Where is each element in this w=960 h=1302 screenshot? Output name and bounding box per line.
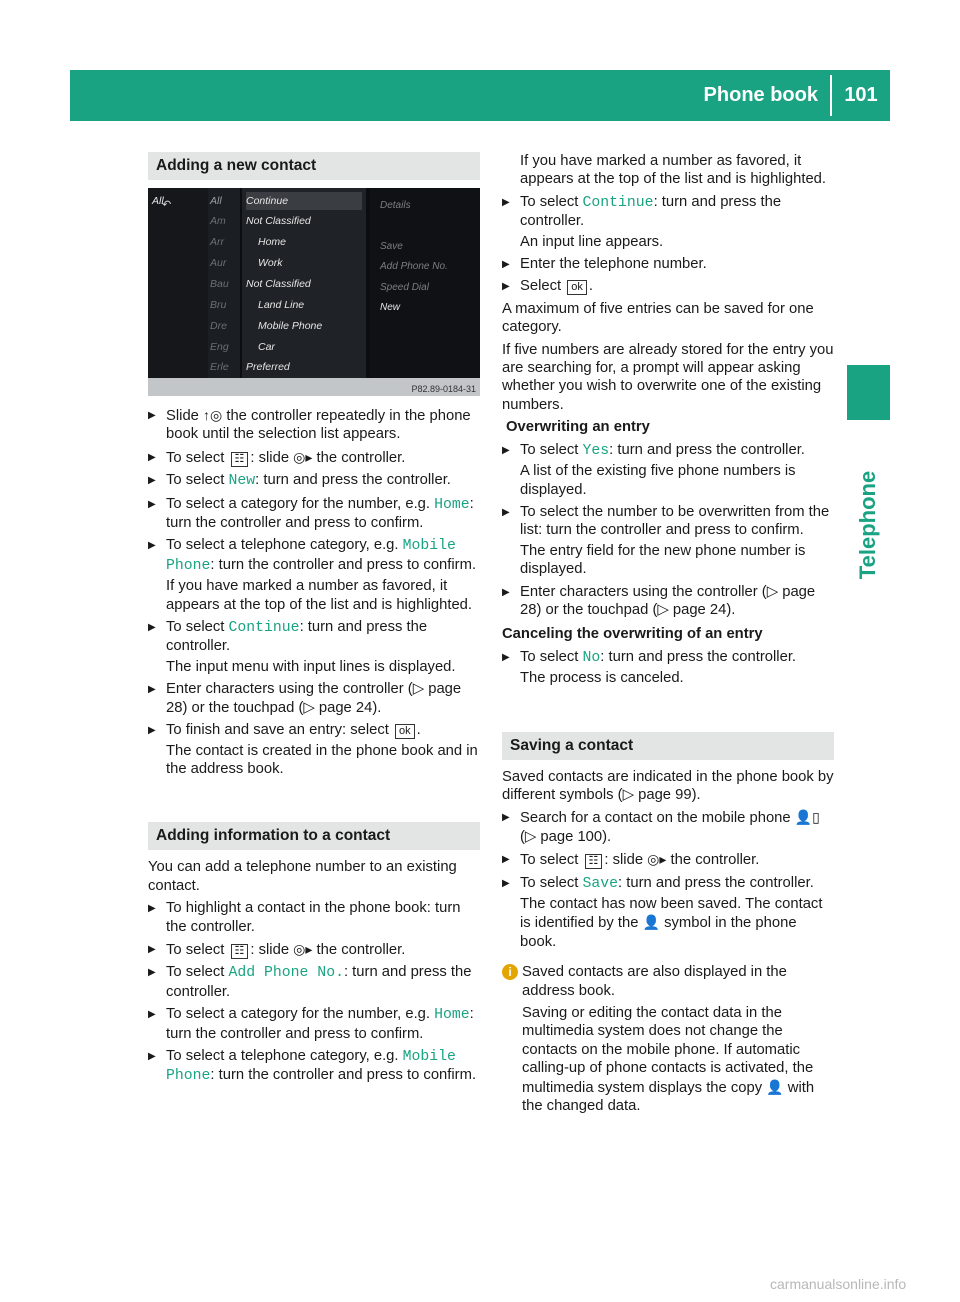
step-text: : turn and press the controller. — [600, 648, 797, 665]
step-text: To finish and save an entry: select — [166, 722, 394, 739]
watermark: carmanualsonline.info — [770, 1276, 907, 1292]
controller-slide-right-icon: ◎▸ — [647, 851, 667, 868]
step-text: : turn and press the controller. — [520, 193, 782, 230]
instruction-step — [148, 680, 480, 717]
info-note — [502, 963, 834, 1115]
step-text: symbol in the phone book. — [520, 915, 797, 950]
step-text: the controller repeatedly in the phone book until the selection list appears. — [166, 408, 471, 443]
screenshot-menu-item: Continue — [246, 192, 362, 210]
screenshot-menu-item: Preferred — [246, 361, 290, 373]
controller-slide-up-icon: ↑◎ — [203, 407, 223, 423]
instruction-step — [502, 874, 834, 952]
step-text: the controller. — [312, 449, 406, 466]
left-column — [148, 152, 480, 1090]
step-text: To select — [520, 852, 583, 869]
screenshot-list-item: Am — [210, 215, 226, 227]
right-column — [502, 152, 834, 1119]
menu-key-icon: ☷ — [585, 854, 603, 869]
instruction-step — [148, 899, 480, 936]
screenshot-menu-item: Mobile Phone — [258, 320, 323, 332]
menu-key-icon: ☷ — [231, 452, 249, 467]
step-text: : turn and press the controller. — [166, 964, 472, 1000]
instruction-step — [148, 471, 480, 490]
step-text: . — [588, 278, 593, 295]
step-text: To select a category for the number, e.g. — [166, 495, 435, 512]
screenshot-list-item: Dre — [210, 320, 227, 332]
instruction-step — [148, 1047, 480, 1086]
step-text: To select a category for the number, e.g. — [166, 1006, 435, 1023]
instruction-step — [148, 963, 480, 1001]
step-text: : turn the controller and press to confirm. — [166, 495, 474, 532]
step-text: Search for a contact on the mobile phone — [520, 810, 795, 827]
step-text: To select — [520, 648, 583, 665]
section-title-adding-contact: Adding a new contact — [148, 152, 480, 180]
step-text: To select a telephone category, e.g. — [166, 1047, 403, 1064]
step-result: The input menu with input lines is displayed. — [166, 658, 456, 675]
screenshot-menu-item: Not Classified — [246, 215, 311, 227]
instruction-step — [148, 618, 480, 676]
screenshot-list-item: Erle — [210, 361, 229, 373]
screenshot-list-item: Bru — [210, 299, 227, 311]
chapter-label: Telephone — [855, 470, 880, 580]
menu-keyword: Mobile Phone — [166, 1048, 456, 1085]
step-text: To select — [166, 449, 229, 466]
instruction-step — [148, 721, 480, 778]
step-text: : turn the controller and press to confirm. — [210, 556, 477, 573]
step-text: To highlight a contact in the phone book: turn the controller. — [166, 900, 461, 935]
instruction-step — [502, 503, 834, 579]
paragraph: If five numbers are already stored for the entry you are searching for, a prompt will appear asking whether you wish to overwrite one of the existing numbers. — [502, 341, 834, 413]
subheading-canceling: Canceling the overwriting of an entry — [502, 626, 763, 643]
step-text: . — [416, 722, 421, 739]
instruction-step — [148, 448, 480, 467]
section-title-saving-contact: Saving a contact — [502, 732, 834, 760]
screenshot-option-active: New — [380, 302, 401, 313]
info-text — [522, 1004, 834, 1115]
controller-slide-right-icon: ◎▸ — [293, 940, 313, 957]
instruction-step — [148, 1005, 480, 1043]
step-text: Saving or editing the contact data in the multimedia system does not change the contacts on the mobile phone. If automatic calling-up of phone contacts is activated, the multimedia system displays the copy — [522, 1005, 814, 1096]
step-text: : turn and press the controller. — [609, 441, 805, 458]
step-result: An input line appears. — [520, 233, 664, 250]
section-title-adding-information: Adding information to a contact — [148, 822, 480, 850]
step-result: If you have marked a number as favored, it appears at the top of the list and is highlighted. — [166, 578, 473, 613]
step-text: To select — [166, 472, 229, 489]
screenshot-option: Save — [380, 241, 403, 252]
step-text: : turn and press the controller. — [255, 472, 451, 489]
step-text: To select — [520, 193, 583, 210]
step-text: Select — [520, 278, 566, 295]
step-continuation: If you have marked a number as favored, it appears at the top of the list and is highlighted. — [520, 153, 827, 188]
instruction-step — [502, 441, 834, 499]
screenshot-list-item: Arr — [210, 236, 224, 248]
instruction-step — [148, 536, 480, 614]
section-intro: You can add a telephone number to an existing contact. — [148, 859, 457, 894]
menu-keyword: Home — [434, 496, 470, 513]
subheading-overwriting: Overwriting an entry — [506, 419, 650, 436]
instruction-step — [502, 648, 834, 688]
screenshot-menu-item: Car — [258, 341, 275, 353]
menu-keyword: Yes — [582, 442, 610, 459]
step-text: Slide — [166, 408, 204, 424]
page-number: 101 — [844, 84, 878, 106]
instruction-step — [502, 583, 834, 620]
screenshot-option: Details — [380, 200, 411, 211]
step-text: To select — [166, 619, 229, 636]
page-header — [70, 70, 890, 121]
menu-keyword: Save — [582, 875, 619, 892]
instruction-step — [148, 495, 480, 533]
instruction-step — [502, 277, 834, 295]
header-title: Phone book — [703, 84, 818, 106]
instruction-step — [502, 808, 834, 846]
step-text: (▷ page 100). — [520, 828, 612, 845]
step-result: The contact is created in the phone book and in the address book. — [166, 742, 478, 777]
step-text: the controller. — [312, 941, 406, 958]
step-text: the controller. — [666, 852, 760, 869]
screenshot-list-item: All — [152, 195, 164, 207]
menu-keyword: Home — [434, 1007, 470, 1024]
menu-keyword: New — [228, 473, 256, 490]
step-text: : turn the controller and press to confirm. — [210, 1067, 477, 1084]
menu-keyword: Continue — [582, 194, 654, 211]
step-text: The contact has now been saved. The contact is identified by the — [520, 896, 823, 932]
step-text: : turn the controller and press to confirm. — [166, 1006, 474, 1042]
info-text: Saved contacts are also displayed in the address book. — [522, 964, 787, 999]
step-text: Enter characters using the controller (▷ page 28) or the touchpad (▷ page 24). — [166, 681, 462, 716]
display-screenshot — [148, 188, 480, 396]
screenshot-menu-item: Work — [258, 257, 283, 269]
step-text: with the changed data. — [522, 1079, 815, 1115]
step-text: To select — [520, 441, 583, 458]
step-text: : slide — [250, 449, 294, 466]
back-icon: ↶ — [162, 199, 172, 211]
screenshot-list-item: Eng — [210, 341, 229, 353]
screenshot-menu-item: Land Line — [258, 299, 305, 311]
menu-key-icon: ☷ — [231, 944, 249, 959]
contact-person-icon: 👤 — [766, 1078, 784, 1095]
controller-slide-right-icon: ◎▸ — [293, 448, 313, 465]
figure-reference: P82.89-0184-31 — [411, 384, 476, 394]
step-text: : turn and press the controller. — [166, 619, 428, 655]
step-text: To select — [166, 964, 229, 981]
screenshot-list-item: Bau — [210, 278, 229, 290]
step-text: To select a telephone category, e.g. — [166, 537, 403, 554]
step-result: The entry field for the new phone number is displayed. — [520, 542, 806, 578]
contact-person-icon: 👤 — [642, 914, 660, 931]
ok-key-icon: ok — [567, 280, 587, 295]
step-text: To select the number to be overwritten from the list: turn the controller and press to confirm. — [520, 503, 830, 539]
step-text: Enter the telephone number. — [520, 256, 707, 273]
step-result: The process is canceled. — [520, 670, 684, 687]
menu-keyword: Continue — [228, 620, 300, 637]
menu-keyword: No — [582, 649, 601, 666]
step-text: To select — [166, 941, 229, 958]
step-result — [520, 895, 834, 951]
screenshot-left-panel — [148, 188, 208, 378]
menu-keyword: Mobile Phone — [166, 538, 456, 574]
info-icon: i — [502, 964, 518, 980]
instruction-step — [148, 406, 480, 444]
instruction-step — [502, 850, 834, 869]
step-text: : slide — [250, 941, 294, 958]
paragraph: A maximum of five entries can be saved for one category. — [502, 300, 814, 336]
step-result: A list of the existing five phone numbers is displayed. — [520, 463, 796, 498]
chapter-tab — [847, 365, 890, 420]
instruction-step — [502, 255, 834, 273]
screenshot-option: Speed Dial — [380, 282, 429, 293]
menu-keyword: Add Phone No. — [228, 965, 344, 982]
step-text: : slide — [604, 852, 648, 869]
ok-key-icon: ok — [395, 724, 415, 739]
screenshot-list-item: Aur — [210, 257, 227, 269]
screenshot-list-item: All — [210, 195, 222, 207]
mobile-contact-icon: 👤▯ — [794, 809, 820, 826]
instruction-step — [502, 193, 834, 251]
screenshot-menu-item: Home — [258, 236, 287, 248]
screenshot-option: Add Phone No. — [380, 261, 448, 272]
instruction-step — [148, 940, 480, 959]
section-intro: Saved contacts are indicated in the phone book by different symbols (▷ page 99). — [502, 768, 834, 803]
step-text: : turn and press the controller. — [618, 874, 814, 891]
screenshot-menu-item: Not Classified — [246, 278, 311, 290]
step-text: Enter characters using the controller (▷ page 28) or the touchpad (▷ page 24). — [520, 583, 816, 618]
step-text: To select — [520, 874, 583, 891]
